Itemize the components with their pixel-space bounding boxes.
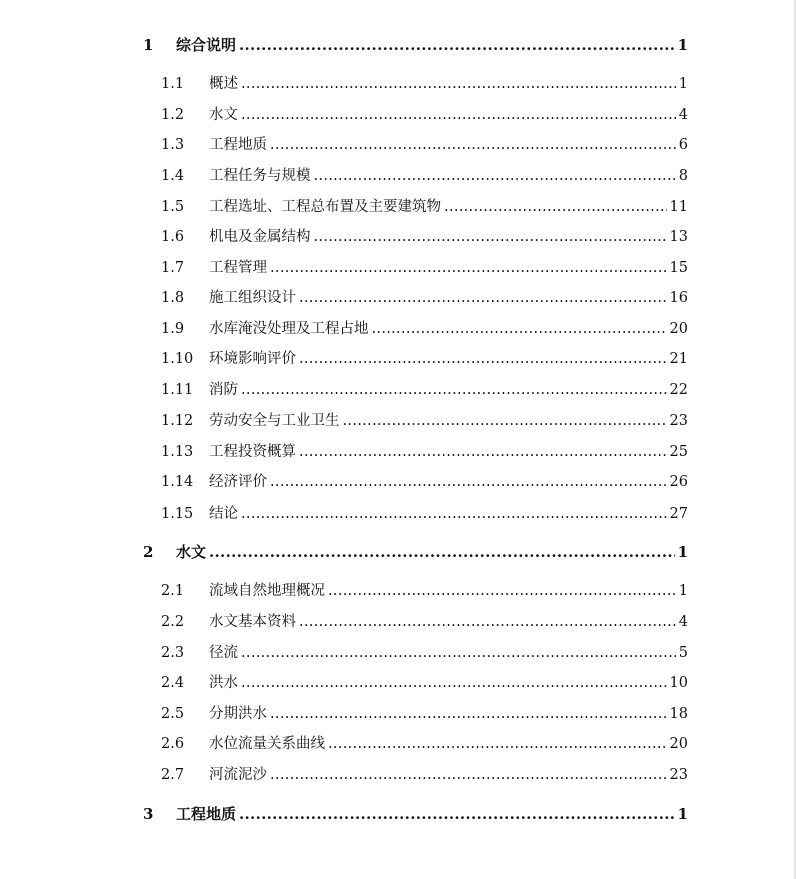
toc-section-2-2[interactable] (161, 611, 688, 633)
toc-title: 施工组织设计 (209, 290, 296, 306)
toc-title: 河流泥沙 (209, 767, 267, 783)
toc-page-number: 15 (669, 260, 688, 276)
toc-page-number: 4 (678, 614, 688, 630)
toc-section-2-5[interactable] (161, 703, 688, 725)
toc-title: 流域自然地理概况 (209, 583, 325, 599)
dot-leader (299, 287, 667, 309)
toc-number: 1.2 (161, 107, 185, 123)
toc-section-2-7[interactable] (161, 764, 688, 786)
dot-leader (241, 642, 676, 664)
toc-page-number: 13 (669, 229, 688, 245)
toc-title: 工程管理 (209, 260, 267, 276)
toc-title: 洪水 (209, 675, 238, 691)
toc-section-1-1[interactable] (161, 73, 688, 95)
toc-page-number: 5 (678, 645, 688, 661)
dot-leader (270, 764, 667, 786)
toc-section-1-2[interactable] (161, 104, 688, 126)
toc-page-number: 22 (669, 382, 688, 398)
toc-page-number: 4 (678, 107, 688, 123)
dot-leader (444, 196, 667, 218)
toc-section-1-7[interactable] (161, 257, 688, 279)
toc-section-1-3[interactable] (161, 134, 688, 156)
toc-section-1-12[interactable] (161, 410, 688, 432)
toc-page-number: 1 (677, 805, 688, 823)
dot-leader (270, 134, 676, 156)
toc-chapter-2[interactable] (143, 541, 688, 563)
toc-page-number: 18 (669, 706, 688, 722)
toc-section-2-6[interactable] (161, 733, 688, 755)
toc-title: 概述 (209, 76, 238, 92)
toc-title: 工程投资概算 (209, 444, 296, 460)
dot-leader (241, 104, 676, 126)
toc-page-number: 21 (669, 351, 688, 367)
dot-leader (270, 703, 667, 725)
toc-title: 径流 (209, 645, 238, 661)
toc-title: 水库淹没处理及工程占地 (209, 321, 369, 337)
toc-page-number: 20 (669, 736, 688, 752)
toc-title: 劳动安全与工业卫生 (209, 413, 340, 429)
toc-number: 3 (143, 805, 154, 823)
toc-page-number: 23 (669, 767, 688, 783)
toc-title: 工程任务与规模 (209, 168, 311, 184)
toc-number: 1.12 (161, 413, 194, 429)
toc-number: 2 (143, 543, 154, 561)
dot-leader (241, 379, 667, 401)
toc-page-number: 23 (669, 413, 688, 429)
toc-title: 综合说明 (176, 36, 237, 54)
dot-leader (241, 503, 667, 525)
toc-title: 消防 (209, 382, 238, 398)
toc-section-2-3[interactable] (161, 642, 688, 664)
toc-page-number: 10 (669, 675, 688, 691)
dot-leader (314, 165, 676, 187)
dot-leader (299, 441, 667, 463)
dot-leader (328, 580, 676, 602)
dot-leader (241, 73, 676, 95)
toc-page-number: 20 (669, 321, 688, 337)
toc-page-number: 27 (669, 506, 688, 522)
toc-number: 2.5 (161, 706, 185, 722)
toc-chapter-1[interactable] (143, 34, 688, 56)
toc-number: 2.2 (161, 614, 185, 630)
toc-section-1-15[interactable] (161, 503, 688, 525)
dot-leader (209, 541, 675, 563)
toc-number: 1.11 (161, 382, 194, 398)
toc-section-1-14[interactable] (161, 471, 688, 493)
toc-title: 环境影响评价 (209, 351, 296, 367)
toc-number: 2.4 (161, 675, 185, 691)
dot-leader (328, 733, 667, 755)
toc-number: 2.7 (161, 767, 185, 783)
toc-title: 结论 (209, 506, 238, 522)
toc-number: 1.5 (161, 199, 185, 215)
toc-title: 经济评价 (209, 474, 267, 490)
toc-title: 水文 (176, 543, 207, 561)
dot-leader (270, 471, 667, 493)
toc-section-2-4[interactable] (161, 672, 688, 694)
toc-title: 工程地质 (176, 805, 237, 823)
toc-page-number: 1 (678, 583, 688, 599)
toc-section-1-8[interactable] (161, 287, 688, 309)
toc-section-2-1[interactable] (161, 580, 688, 602)
toc-number: 1.13 (161, 444, 194, 460)
dot-leader (239, 34, 675, 56)
toc-number: 2.1 (161, 583, 185, 599)
toc-page-number: 6 (678, 137, 688, 153)
toc-section-1-11[interactable] (161, 379, 688, 401)
toc-title: 工程地质 (209, 137, 267, 153)
toc-page-number: 1 (677, 543, 688, 561)
toc-title: 水位流量关系曲线 (209, 736, 325, 752)
toc-title: 水文基本资料 (209, 614, 296, 630)
dot-leader (299, 611, 676, 633)
toc-number: 1.3 (161, 137, 185, 153)
toc-title: 水文 (209, 107, 238, 123)
toc-page-number: 16 (669, 290, 688, 306)
toc-page-number: 11 (669, 199, 688, 215)
toc-section-1-9[interactable] (161, 318, 688, 340)
toc-section-1-13[interactable] (161, 441, 688, 463)
toc-title: 分期洪水 (209, 706, 267, 722)
toc-section-1-5[interactable] (161, 196, 688, 218)
toc-page-number: 1 (677, 36, 688, 54)
dot-leader (239, 803, 675, 825)
dot-leader (314, 226, 667, 248)
dot-leader (343, 410, 667, 432)
toc-number: 1.15 (161, 506, 194, 522)
toc-number: 1 (143, 36, 154, 54)
toc-number: 2.3 (161, 645, 185, 661)
toc-page-number: 25 (669, 444, 688, 460)
toc-number: 1.9 (161, 321, 185, 337)
toc-number: 1.10 (161, 351, 194, 367)
dot-leader (299, 348, 667, 370)
toc-number: 1.7 (161, 260, 185, 276)
toc-number: 1.4 (161, 168, 185, 184)
toc-page-number: 1 (678, 76, 688, 92)
toc-title: 工程选址、工程总布置及主要建筑物 (209, 199, 441, 215)
toc-title: 机电及金属结构 (209, 229, 311, 245)
dot-leader (372, 318, 667, 340)
toc-number: 1.8 (161, 290, 185, 306)
toc-section-1-6[interactable] (161, 226, 688, 248)
toc-number: 1.1 (161, 76, 185, 92)
toc-page-number: 26 (669, 474, 688, 490)
toc-section-1-10[interactable] (161, 348, 688, 370)
toc-number: 2.6 (161, 736, 185, 752)
toc-section-1-4[interactable] (161, 165, 688, 187)
toc-number: 1.6 (161, 229, 185, 245)
toc-page-number: 8 (678, 168, 688, 184)
dot-leader (270, 257, 667, 279)
toc-chapter-3[interactable] (143, 803, 688, 825)
toc-number: 1.14 (161, 474, 194, 490)
dot-leader (241, 672, 667, 694)
